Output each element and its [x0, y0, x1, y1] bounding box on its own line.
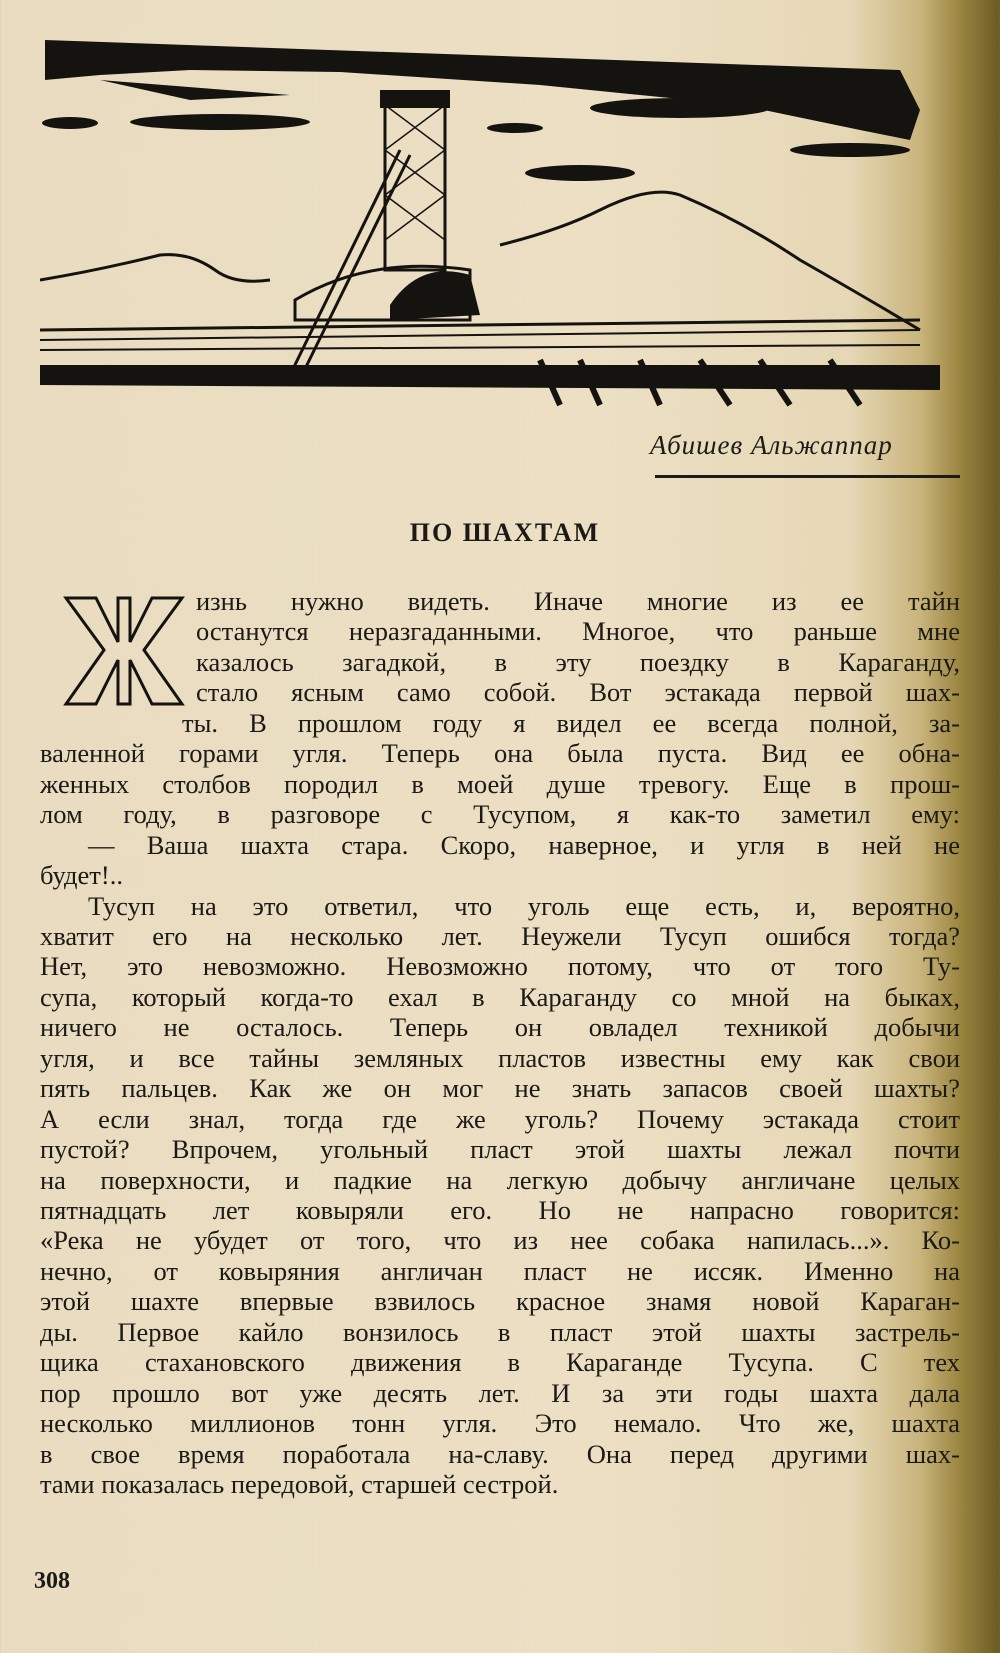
text-line: изнь нужно видеть. Иначе многие из ее тайн	[196, 586, 960, 616]
text-line: нечно, от ковыряния англичан пласт не иссяк. Именно на	[40, 1255, 960, 1286]
author-underline	[655, 475, 960, 478]
text-line: супа, который когда-то ехал в Караганду со мной на быках,	[40, 981, 960, 1012]
text-line: А если знал, тогда где же уголь? Почему эстакада стоит	[40, 1103, 960, 1134]
page-number: 308	[34, 1568, 70, 1594]
text-line: пустой? Впрочем, угольный пласт этой шахты лежал почти	[40, 1134, 960, 1165]
text-line: хватит его на несколько лет. Неужели Тусуп ошибся тогда?	[40, 920, 960, 951]
text-line: ды. Первое кайло вонзилось в пласт этой шахты застрель-	[40, 1316, 960, 1347]
text-line: тами показалась передовой, старшей сестрой.	[40, 1469, 559, 1500]
text-line: ничего не осталось. Теперь он овладел техникой добычи	[40, 1012, 960, 1043]
text-line: казалось загадкой, в эту поездку в Караганду,	[196, 646, 960, 677]
chapter-title: ПО ШАХТАМ	[409, 518, 601, 547]
text-line: несколько миллионов тонн угля. Это немало. Что же, шахта	[40, 1408, 960, 1439]
mine-headframe-illustration	[40, 30, 980, 420]
text-line: щика стахановского движения в Караганде Тусупа. С тех	[40, 1347, 960, 1378]
text-line: в свое время поработала на-славу. Она перед другими шах-	[40, 1438, 960, 1469]
text-line: стало ясным само собой. Вот эстакада первой шах-	[196, 677, 960, 708]
text-line: угля, и все тайны земляных пластов известны ему как свои	[40, 1042, 960, 1073]
text-line: пятнадцать лет ковыряли его. Но не напрасно говорится:	[40, 1195, 960, 1225]
text-line: останутся неразгаданными. Многое, что раньше мне	[196, 616, 960, 647]
text-line: ты. В прошлом году я видел ее всегда полной, за-	[182, 707, 960, 738]
author-name: Абишев Альжаппар	[650, 430, 893, 460]
text-line: Тусуп на это ответил, что уголь еще есть, и, вероятно,	[88, 890, 960, 921]
text-line: этой шахте впервые взвилось красное знамя новой Караган-	[40, 1286, 960, 1317]
text-line: валенной горами угля. Теперь она была пуста. Вид ее обна-	[40, 738, 960, 769]
text-line: Нет, это невозможно. Невозможно потому, что от того Ту-	[40, 951, 960, 982]
text-line: пять пальцев. Как же он мог не знать запасов своей шахты?	[40, 1073, 960, 1104]
text-line: будет!..	[40, 860, 123, 891]
text-line: «Река не убудет от того, что из нее собака напилась...». Ко-	[40, 1225, 960, 1256]
text-line: лом году, в разговоре с Тусупом, я как-то заметил ему:	[40, 799, 960, 830]
text-line: пор прошло вот уже десять лет. И за эти годы шахта дала	[40, 1377, 960, 1408]
drop-cap-zh-icon	[58, 590, 190, 712]
text-line: — Ваша шахта стара. Скоро, наверное, и угля в ней не	[88, 829, 960, 860]
text-line: на поверхности, и падкие на легкую добычу англичане целых	[40, 1164, 960, 1195]
text-line: женных столбов породил в моей душе тревогу. Еще в прош-	[40, 768, 960, 799]
